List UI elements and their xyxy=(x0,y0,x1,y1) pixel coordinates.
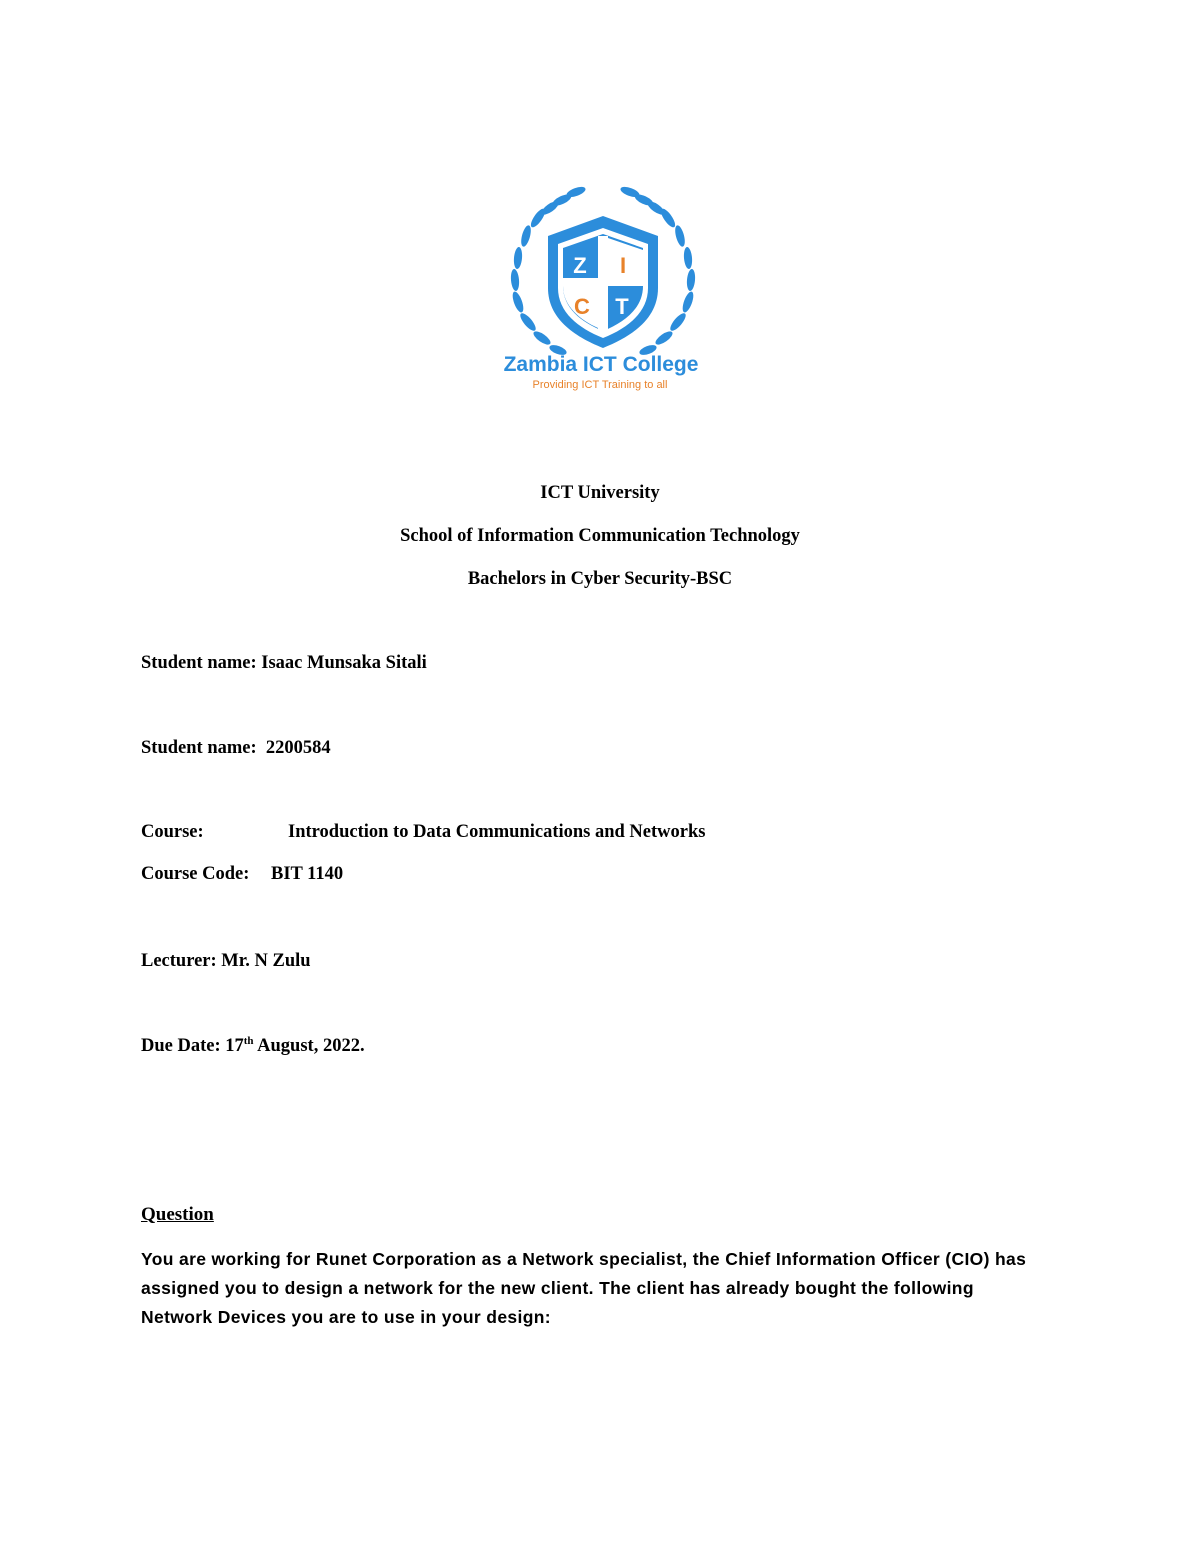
course-value: Introduction to Data Communications and Networks xyxy=(288,822,706,842)
question-line: assigned you to design a network for the new client. The client has already bought the following xyxy=(141,1278,974,1298)
course-code-row xyxy=(141,864,343,885)
shield-letter-z: Z xyxy=(573,253,587,278)
student-number-value: 2200584 xyxy=(265,738,331,758)
course-code-value: BIT 1140 xyxy=(271,864,344,884)
due-date-day: 17 xyxy=(225,1036,244,1056)
shield-letter-i: I xyxy=(619,253,627,278)
shield-icon xyxy=(548,216,658,348)
due-date-suffix: th xyxy=(243,1034,254,1047)
question-line: You are working for Runet Corporation as a Network specialist, the Chief Information Officer (CIO) has xyxy=(141,1249,1027,1269)
logo-name: Zambia ICT College xyxy=(503,353,699,376)
institution-title: ICT University xyxy=(540,483,660,503)
student-name-label: Student name: xyxy=(141,653,257,673)
lecturer-label: Lecturer: xyxy=(141,951,217,971)
school-title: School of Information Communication Technology xyxy=(400,526,800,546)
course-row xyxy=(141,822,705,843)
due-date-row xyxy=(141,1036,365,1057)
course-code-label: Course Code: xyxy=(141,864,250,884)
course-label: Course: xyxy=(141,822,204,842)
program-title: Bachelors in Cyber Security-BSC xyxy=(467,569,733,589)
shield-letter-t: T xyxy=(615,294,629,319)
student-name-row xyxy=(141,653,427,674)
question-line: Network Devices you are to use in your design: xyxy=(141,1307,551,1327)
student-number-label: Student name: xyxy=(141,738,257,758)
question-text xyxy=(141,1245,1071,1332)
question-heading: Question xyxy=(141,1204,214,1225)
college-logo xyxy=(498,178,708,403)
logo-tagline: Providing ICT Training to all xyxy=(532,379,668,391)
lecturer-row xyxy=(141,951,311,972)
shield-letter-c: C xyxy=(574,294,590,319)
student-name-value: Isaac Munsaka Sitali xyxy=(261,653,427,673)
lecturer-value: Mr. N Zulu xyxy=(221,951,311,971)
due-date-label: Due Date: xyxy=(141,1036,221,1056)
student-number-row xyxy=(141,738,331,759)
due-date-rest: August, 2022. xyxy=(257,1036,365,1056)
